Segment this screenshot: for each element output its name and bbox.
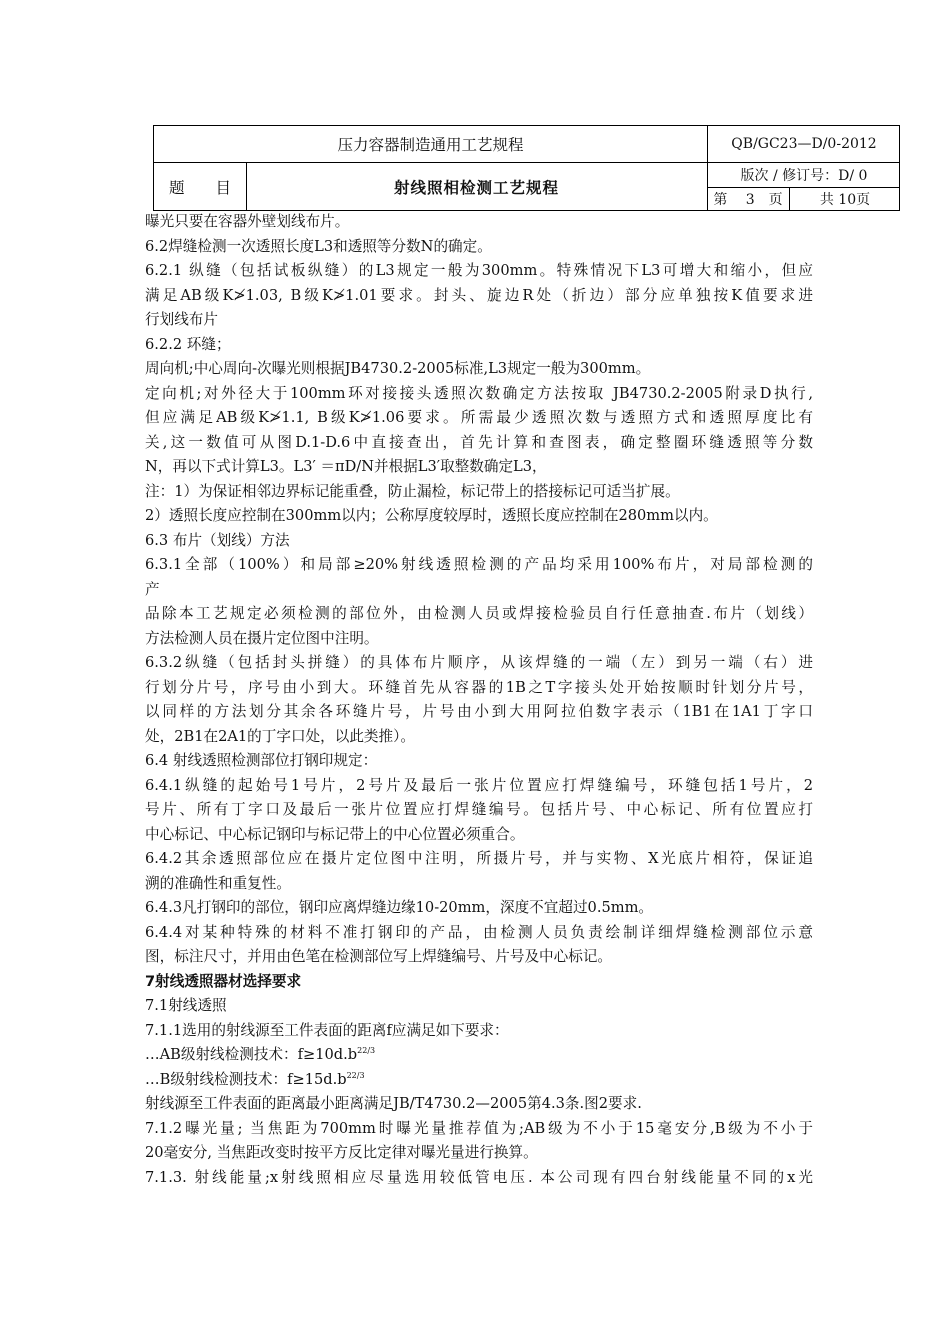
revision-number: 版次 / 修订号：D/ 0 xyxy=(740,167,868,184)
formula-line xyxy=(145,1043,813,1068)
text-line: 6.3.1全部（100%）和局部≥20%射线透照检测的产品均采用100%布片，对局部检测的 xyxy=(145,556,813,573)
text-line: 图，标注尺寸，并用由色笔在检测部位写上焊缝编号、片号及中心标记。 xyxy=(145,948,613,965)
page-number: 第 3 页 xyxy=(713,192,783,208)
document-series-title: 压力容器制造通用工艺规程 xyxy=(337,136,524,154)
text-line: 溯的准确性和重复性。 xyxy=(145,874,291,892)
text-line: 6.4.4对某种特殊的材料不准打钢印的产品，由检测人员负责绘制详细焊缝检测部位示意 xyxy=(145,923,813,941)
text-line: 20毫安分, 当焦距改变时按平方反比定律对曝光量进行换算。 xyxy=(145,1144,538,1161)
text-line: 产 xyxy=(145,580,160,598)
text-line: 周向机;中心周向-次曝光则根据JB4730.2-2005标准,L3规定一般为300mm。 xyxy=(145,360,651,377)
exponent: 22/3 xyxy=(346,1070,365,1080)
header-table xyxy=(153,125,900,211)
text-line: 关,这一数值可从图D.1-D.6中直接查出，首先计算和查图表，确定整圈环缝透照等分数 xyxy=(145,433,813,451)
subject-title: 射线照相检测工艺规程 xyxy=(393,179,559,197)
text-line: 7.1.2曝光量; 当焦距为700mm时曝光量推荐值为;AB级为不小于15毫安分,B级为不小于 xyxy=(145,1119,813,1137)
text-line: 6.4.2其余透照部位应在摄片定位图中注明，所摄片号，并与实物、X光底片相符，保证追 xyxy=(145,850,813,867)
text-line: 满足AB级K≯1.03, B级K≯1.01要求。封头、旋边R处（折边）部分应单独按K值要求进 xyxy=(145,286,813,304)
text-line: 2）透照长度应控制在300mm以内；公称厚度较厚时，透照长度应控制在280mm以内。 xyxy=(145,507,718,524)
document-body xyxy=(145,210,813,1190)
text-line: 射线源至工件表面的距离最小距离满足JB/T4730.2—2005第4.3条.图2要求. xyxy=(145,1095,642,1112)
text-line: 7.1.1选用的射线源至工件表面的距离f应满足如下要求： xyxy=(145,1021,509,1039)
document-code: QB/GC23—D/0-2012 xyxy=(731,136,877,152)
formula-text: …AB级射线检测技术：f≥10d.b xyxy=(145,1046,358,1063)
text-line: 但应满足AB级K≯1.1, B级K≯1.06要求。所需最少透照次数与透照方式和透照厚度比有 xyxy=(145,409,813,426)
text-line: 6.3.2纵缝（包括封头拼缝）的具体布片顺序，从该焊缝的一端（左）到另一端（右）进 xyxy=(145,654,813,671)
text-line: 处，2B1在2A1的丁字口处，以此类推）。 xyxy=(145,727,416,745)
text-line: 6.4.3凡打钢印的部位，钢印应离焊缝边缘10-20mm，深度不宜超过0.5mm。 xyxy=(145,899,654,916)
subject-label: 题 目 xyxy=(168,179,231,197)
text-line: 6.2焊缝检测一次透照长度L3和透照等分数N的确定。 xyxy=(145,237,492,255)
text-line: 号片、所有丁字口及最后一张片位置应打焊缝编号。包括片号、中心标记、所有位置应打 xyxy=(145,801,813,818)
text-line: 6.2.2 环缝； xyxy=(145,335,231,353)
text-line: 中心标记、中心标记钢印与标记带上的中心位置必须重合。 xyxy=(145,825,525,843)
formula-line xyxy=(145,1068,813,1093)
text-line: 行划线布片 xyxy=(145,311,218,328)
text-line: 7.1射线透照 xyxy=(145,997,227,1014)
text-line: 以同样的方法划分其余各环缝片号，片号由小到大用阿拉伯数字表示（1B1在1A1丁字口 xyxy=(145,703,813,720)
text-line: 6.3 布片（划线）方法 xyxy=(145,531,290,549)
text-line: N，再以下式计算L3。L3′ ＝πD/N并根据L3′取整数确定L3， xyxy=(145,458,547,475)
text-line: 方法检测人员在摄片定位图中注明。 xyxy=(145,629,379,647)
text-line: 6.4.1纵缝的起始号1号片，2号片及最后一张片位置应打焊缝编号，环缝包括1号片，2 xyxy=(145,776,813,794)
text-line: 注：1）为保证相邻边界标记能重叠，防止漏检，标记带上的搭接标记可适当扩展。 xyxy=(145,482,680,500)
section-heading: 7射线透照器材选择要求 xyxy=(145,972,302,990)
text-line: 6.2.1 纵缝（包括试板纵缝）的L3规定一般为300mm。特殊情况下L3可增大和缩小，但应 xyxy=(145,262,813,279)
formula-text: …B级射线检测技术：f≥15d.b xyxy=(145,1070,347,1088)
text-line: 7.1.3. 射线能量;x射线照相应尽量选用较低管电压. 本公司现有四台射线能量不同的x光 xyxy=(145,1168,813,1186)
total-pages: 共 10页 xyxy=(819,192,871,208)
text-line: 品除本工艺规定必须检测的部位外，由检测人员或焊接检验员自行任意抽查.布片（划线） xyxy=(145,605,813,622)
text-line: 行划分片号，序号由小到大。环缝首先从容器的1B之T字接头处开始按顺时针划分片号， xyxy=(145,678,813,696)
exponent: 22/3 xyxy=(357,1046,376,1056)
text-line: 定向机;对外径大于100mm环对接接头透照次数确定方法按取 JB4730.2-2005附录D执行, xyxy=(145,384,813,402)
text-line: 曝光只要在容器外壁划线布片。 xyxy=(145,213,350,230)
text-line: 6.4 射线透照检测部位打钢印规定： xyxy=(145,752,378,769)
